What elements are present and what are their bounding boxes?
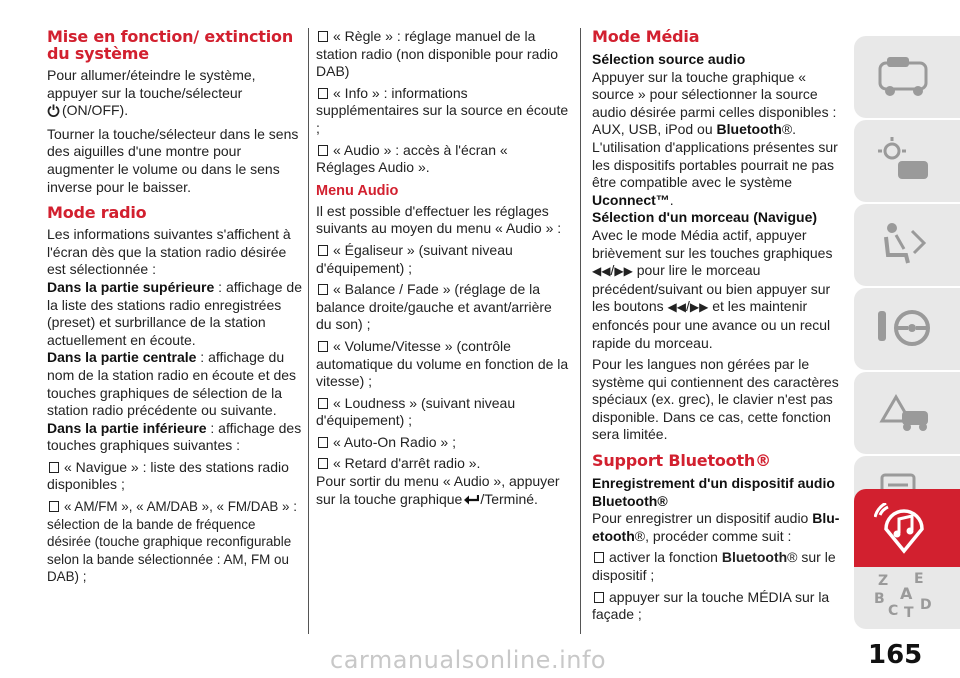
paragraph: Pour allumer/éteindre le système, appuyer sur la touche/sélecteur (ON/OFF).	[47, 67, 302, 122]
heading-media: Mode Média	[592, 27, 700, 46]
list-item: « Navigue » : liste des stations radio disponibles ;	[47, 458, 289, 493]
list-item: « AM/FM », « AM/DAB », « FM/DAB » : sélection de la bande de fréquence désirée (touche graphique reconfigurable selon la bande sélectionnée : AM, FM ou DAB) ;	[47, 499, 297, 585]
next-track-icon: ▶▶	[689, 300, 709, 315]
list-item: « Égaliseur » (suivant niveau d'équipement) ;	[316, 241, 513, 276]
list-item: « Volume/Vitesse » (contrôle automatique du volume en fonction de la vitesse) ;	[316, 337, 569, 390]
bullet-icon	[594, 592, 604, 603]
bullet-icon	[318, 284, 328, 295]
list-item: appuyer sur la touche MÉDIA sur la façade ;	[592, 588, 830, 623]
list-item: activer la fonction Bluetooth® sur le dispositif ;	[592, 549, 836, 584]
column-divider	[308, 28, 309, 634]
page-number: 165	[868, 640, 923, 670]
paragraph: Dans la partie centrale : affichage du nom de la station radio en écoute et des touches graphiques de sélection de la station radio précédente ou suivante.	[47, 349, 297, 419]
tab-safety[interactable]	[854, 204, 960, 286]
heading-onoff: Mise en fonction/ extinction du système	[47, 27, 294, 63]
tab-car-info[interactable]	[854, 36, 960, 118]
tab-index[interactable]	[854, 567, 960, 629]
bullet-icon	[594, 552, 604, 563]
column-divider	[580, 28, 581, 634]
paragraph: Sélection source audio Appuyer sur la touche graphique « source » pour sélectionner la source audio désirée parmi celles disponibles : AUX, USB, iPod ou Bluetooth®. L'utilisation d'applications présentes sur les dispositifs portables pourrait ne pas être compatible avec le système Uconnect™. Sélection d'un morceau (Navigue) Avec le mode Média actif, appuyer brièvement sur les touches graphiques ◀◀/▶▶ pour lire le morceau précédent/suivant ou bien appuyer sur les boutons ◀◀/▶▶ et les maintenir enfoncés pour une avance ou un recul rapide du morceau.	[592, 51, 838, 351]
list-item: « Règle » : réglage manuel de la station radio (non disponible pour radio DAB)	[316, 28, 559, 80]
car-crash-icon	[874, 387, 934, 437]
alphabet-index-icon	[874, 569, 944, 619]
list-item: « Retard d'arrêt radio ».	[316, 455, 570, 473]
svg-text:B: B	[874, 591, 885, 607]
bullet-icon	[318, 398, 328, 409]
bullet-icon	[318, 245, 328, 256]
bullet-icon	[318, 341, 328, 352]
svg-text:Z: Z	[878, 573, 889, 589]
heading-menu-audio: Menu Audio	[316, 182, 399, 199]
paragraph: Pour enregistrer un dispositif audio Blu-etooth®, procéder comme suit :	[592, 510, 840, 544]
multimedia-icon	[874, 503, 934, 563]
watermark: carmanualsonline.info	[330, 646, 607, 674]
svg-text:D: D	[920, 597, 932, 613]
bullet-icon	[318, 458, 328, 469]
steering-wheel-icon	[874, 303, 934, 353]
bullet-icon	[318, 31, 328, 42]
paragraph: Dans la partie supérieure : affichage de la liste des stations radio enregistrées (preset) et surbrillance de la station actuellement en écoute.	[47, 278, 302, 348]
tab-emergency[interactable]	[854, 372, 960, 454]
paragraph: Pour les langues non gérées par le système qui contiennent des caractères spéciaux (ex. grec), le clavier n'est pas disponible. Dans ce cas, cette fonction sera limitée.	[592, 356, 839, 443]
list-item: « Audio » : accès à l'écran « Réglages Audio ».	[316, 141, 508, 176]
column-middle	[316, 28, 570, 513]
warning-lights-icon	[874, 135, 934, 185]
list-item: « Info » : informations supplémentaires sur la source en écoute ;	[316, 84, 569, 136]
paragraph: Il est possible d'effectuer les réglages suivants au moyen du menu « Audio » :	[316, 202, 562, 237]
paragraph: Dans la partie inférieure : affichage des touches graphiques suivantes :	[47, 419, 302, 454]
paragraph: Les informations suivantes s'affichent à l'écran dès que la station radio désirée est sélectionnée :	[47, 226, 291, 278]
column-right	[592, 28, 845, 628]
svg-text:C: C	[888, 603, 899, 619]
column-left	[47, 28, 302, 590]
seat-airbag-icon	[874, 219, 934, 269]
list-item: « Loudness » (suivant niveau d'équipement) ;	[316, 394, 516, 429]
previous-track-icon: ◀◀	[667, 300, 686, 315]
bullet-icon	[318, 145, 328, 156]
bullet-icon	[318, 437, 328, 448]
paragraph: Pour sortir du menu « Audio », appuyer sur la touche graphique /Terminé.	[316, 473, 570, 509]
heading-radio: Mode radio	[47, 203, 147, 223]
car-info-icon	[874, 51, 934, 101]
tab-warning-lights[interactable]	[854, 120, 960, 202]
bullet-icon	[49, 462, 59, 473]
svg-text:A: A	[900, 584, 913, 603]
list-item: « Auto-On Radio » ;	[316, 434, 570, 452]
bullet-icon	[49, 501, 59, 512]
heading-bluetooth: Support Bluetooth®	[592, 451, 771, 471]
paragraph: Tourner la touche/sélecteur dans le sens des aiguilles d'une montre pour augmenter le volume ou dans le sens inverse pour le baisser.	[47, 125, 299, 195]
tab-driving[interactable]	[854, 288, 960, 370]
list-item: « Balance / Fade » (réglage de la balance droite/gauche et avant/arrière du son) ;	[316, 281, 552, 333]
svg-text:T: T	[904, 605, 914, 619]
back-arrow-icon	[463, 492, 479, 510]
paragraph: Enregistrement d'un dispositif audio Bluetooth®	[592, 475, 835, 509]
previous-track-icon: ◀◀	[592, 264, 611, 279]
next-track-icon: ▶▶	[614, 264, 633, 279]
power-icon	[47, 104, 60, 122]
svg-text:E: E	[914, 571, 924, 587]
bullet-icon	[318, 88, 328, 99]
